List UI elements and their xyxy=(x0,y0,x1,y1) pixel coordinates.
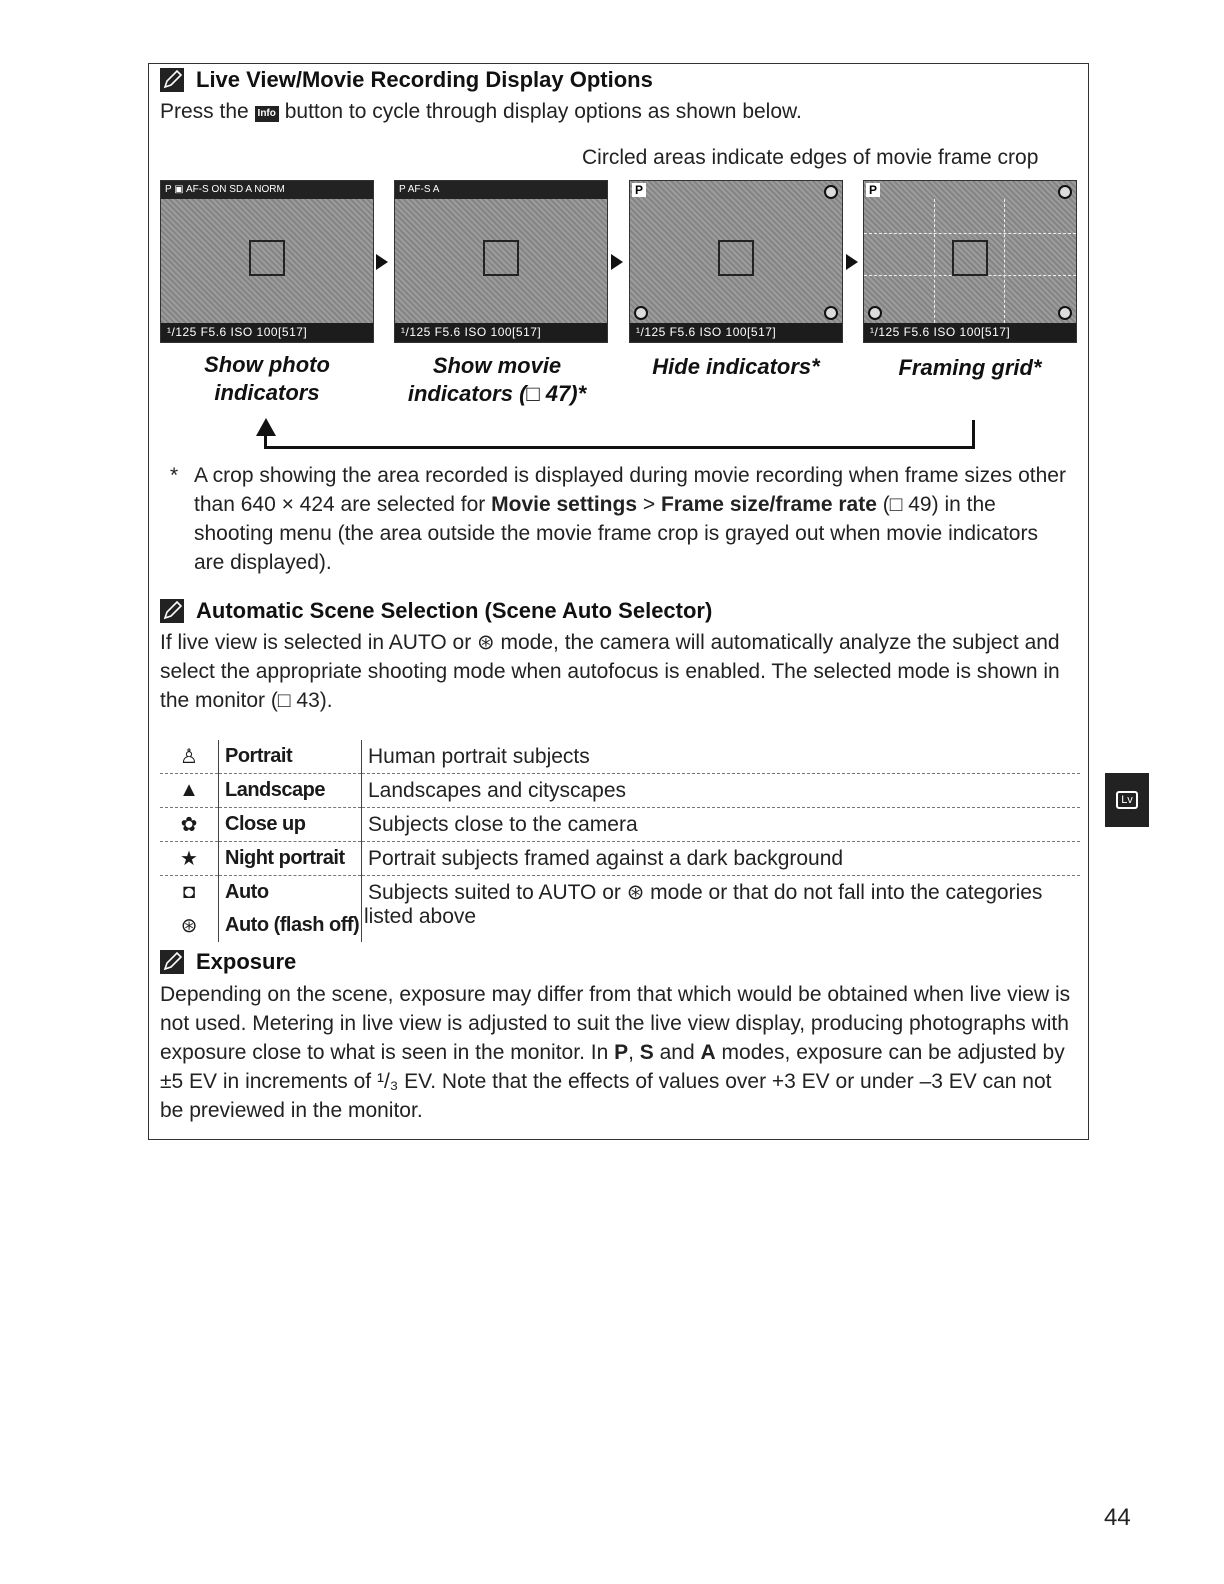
table-row: ★ Night portrait Portrait subjects framed against a dark background xyxy=(160,842,1080,876)
screen-label-hide-indicators: Hide indicators* xyxy=(652,354,820,379)
close-up-icon: ✿ xyxy=(160,808,219,842)
info-button-icon: Info xyxy=(255,106,279,122)
section-heading-exposure: Exposure xyxy=(160,949,296,975)
crop-corner-icon xyxy=(868,306,882,320)
screen-top-info: P ▣ AF-S ON SD A NORM xyxy=(161,181,373,199)
arrow-right-icon xyxy=(376,254,388,270)
screen-bottom-info: ¹/125 F5.6 ISO 100[517] xyxy=(630,323,842,342)
table-row: ✿ Close up Subjects close to the camera xyxy=(160,808,1080,842)
grid-line xyxy=(864,233,1076,234)
night-portrait-icon: ★ xyxy=(160,842,219,876)
crop-corner-icon xyxy=(634,306,648,320)
crop-corner-icon xyxy=(1058,185,1072,199)
portrait-icon: ♙ xyxy=(160,740,219,774)
table-continuation: listed above xyxy=(364,905,477,928)
crop-corner-icon xyxy=(824,185,838,199)
arrow-right-icon xyxy=(611,254,623,270)
crop-corner-icon xyxy=(1058,306,1072,320)
table-row: ▲ Landscape Landscapes and cityscapes xyxy=(160,774,1080,808)
table-row: ⊛ Auto (flash off) xyxy=(160,909,1080,942)
live-view-section-tab xyxy=(1105,773,1149,827)
pencil-note-icon xyxy=(160,68,184,92)
screen-label-show-movie: Show movie indicators (□ 47)* xyxy=(407,353,587,406)
arrow-right-icon xyxy=(846,254,858,270)
loop-line xyxy=(264,446,975,449)
screen-show-movie-indicators xyxy=(394,180,608,343)
focus-frame-icon xyxy=(249,240,285,276)
mode-p-icon: P xyxy=(866,183,880,197)
pencil-note-icon xyxy=(160,950,184,974)
mode-p-icon: P xyxy=(632,183,646,197)
loop-line xyxy=(972,420,975,449)
exposure-body: Depending on the scene, exposure may differ from that which would be obtained when live view is not used. Metering in live view is adjusted to suit the live view display, producing photographs with exposure close to what is seen in the monitor. In P, S and A modes, exposure can be adjusted by ±5 EV in increments of ¹/₃ EV. Note that the effects of values over +3 EV or under –3 EV can not be previewed in the monitor. xyxy=(160,983,1071,1122)
screen-top-info: P AF-S A xyxy=(395,181,607,199)
crop-corner-icon xyxy=(824,306,838,320)
focus-frame-icon xyxy=(483,240,519,276)
screen-bottom-info: ¹/125 F5.6 ISO 100[517] xyxy=(864,323,1076,342)
auto-icon: ◘ xyxy=(160,876,219,910)
grid-line xyxy=(934,199,935,323)
screen-bottom-info: ¹/125 F5.6 ISO 100[517] xyxy=(161,323,373,342)
flash-off-icon: ⊛ xyxy=(160,909,219,942)
screen-framing-grid xyxy=(863,180,1077,343)
focus-frame-icon xyxy=(718,240,754,276)
screens-caption: Circled areas indicate edges of movie frame crop xyxy=(582,146,1039,169)
footnote: * A crop showing the area recorded is displayed during movie recording when frame sizes other than 640 × 424 are selected for Movie settings > Frame size/frame rate (□ 49) in the shooting menu (the area outside the movie frame crop is grayed out when movie indicators are displayed). xyxy=(170,464,1066,574)
focus-frame-icon xyxy=(952,240,988,276)
screen-bottom-info: ¹/125 F5.6 ISO 100[517] xyxy=(395,323,607,342)
section-heading-display-options: Live View/Movie Recording Display Options xyxy=(160,67,653,93)
screen-hide-indicators xyxy=(629,180,843,343)
page-number: 44 xyxy=(1104,1504,1131,1531)
grid-line xyxy=(1004,199,1005,323)
lv-icon: Lv xyxy=(1116,791,1138,809)
pencil-note-icon xyxy=(160,599,184,623)
landscape-icon: ▲ xyxy=(160,774,219,808)
screen-label-framing-grid: Framing grid* xyxy=(898,355,1042,380)
table-row: ♙ Portrait Human portrait subjects xyxy=(160,740,1080,774)
table-row: ◘ Auto Subjects suited to AUTO or ⊛ mode or that do not fall into the categories xyxy=(160,876,1080,910)
section-heading-scene-auto: Automatic Scene Selection (Scene Auto Selector) xyxy=(160,598,712,624)
scene-auto-body: If live view is selected in AUTO or ⊛ mode, the camera will automatically analyze the subject and select the appropriate shooting mode when autofocus is enabled. The selected mode is shown in the monitor (□ 43). xyxy=(160,631,1060,712)
screen-label-show-photo: Show photo indicators xyxy=(204,352,330,405)
screen-show-photo-indicators xyxy=(160,180,374,343)
display-options-intro: Press the Info button to cycle through display options as shown below. xyxy=(160,100,802,123)
